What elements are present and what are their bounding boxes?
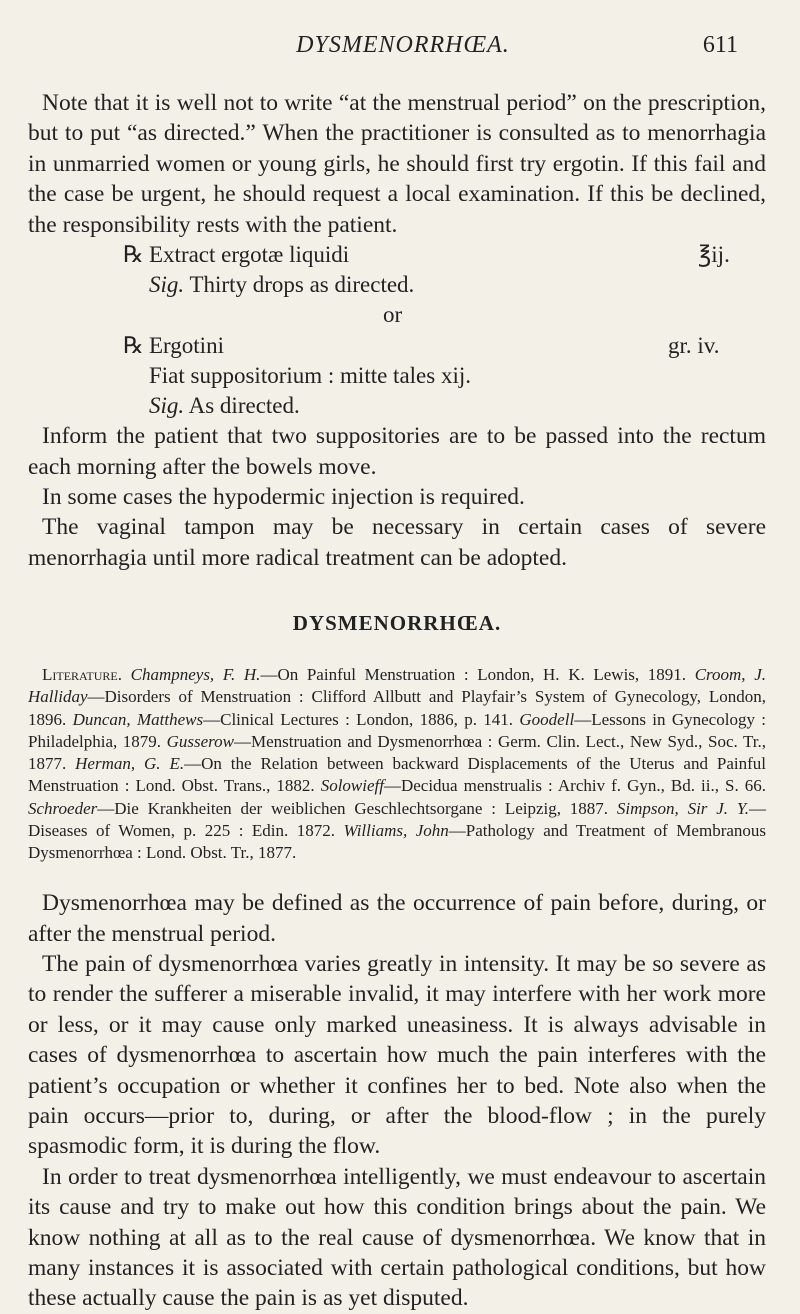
rx2-sig [123, 391, 766, 421]
section-heading: DYSMENORRHŒA. [292, 611, 502, 636]
rx1-sig [123, 270, 766, 300]
paragraph-inform: Inform the patient that two suppositories are to be passed into the rectum each morning after the bowels move. [28, 423, 766, 480]
literature-entry-5: Herman, G. E.—On the Relation between backward Displacements of the Uterus and Painful Menstruation : Lond. Obst. Trans., 1882. [28, 754, 766, 796]
literature-entry-1: Croom, J. Halliday—Disorders of Menstruation : Clifford Allbutt and Playfair’s System of Gynecology, London, 1896. [28, 665, 766, 729]
rx1-sig-text: Thirty drops as directed. [189, 272, 415, 298]
paragraph-defined: Dysmenorrhœa may be defined as the occurrence of pain before, during, or after the menstrual period. [28, 890, 766, 947]
page-number: 611 [702, 32, 738, 58]
paragraph-hypodermic: In some cases the hypodermic injection is required. [42, 484, 525, 511]
literature-label: Literature. [42, 665, 122, 685]
rx1-sig-label: Sig. [149, 272, 185, 298]
literature-entry-0: Champneys, F. H.—On Painful Menstruation : London, H. K. Lewis, 1891. [130, 665, 687, 685]
rx-symbol: ℞ [123, 332, 144, 358]
running-title: DYSMENORRHŒA. [296, 32, 510, 58]
literature-entry-4: Gusserow—Menstruation and Dysmenorrhœa : Germ. Clin. Lect., New Syd., Soc. Tr., 1877. [28, 731, 766, 774]
rx1-line [123, 240, 766, 270]
literature-entry-8: Simpson, Sir J. Y.—Diseases of Women, p. 225 : Edin. 1872. [28, 798, 766, 840]
prescription-block [123, 240, 766, 421]
rx2-quantity: gr. iv. [668, 332, 720, 358]
rx2-line2: Fiat suppositorium : mitte tales xij. [149, 362, 471, 388]
rx1-item: Extract ergotæ liquidi [149, 242, 350, 268]
paragraph-tampon: The vaginal tampon may be necessary in certain cases of severe menorrhagia until more radical treatment can be adopted. [28, 514, 766, 571]
paragraph-pain: The pain of dysmenorrhœa varies greatly in intensity. It may be so severe as to render the sufferer a miserable invalid, it may interfere with her work more or less, or it may cause only marked uneasiness. It is always advisable in cases of dysmenorrhœa to ascertain how much the pain interferes with the patient’s occupation or whether it confines her to bed. Note also when the pain occurs—prior to, during, or after the blood-flow ; in the purely spasmodic form, it is during the flow. [28, 950, 766, 1160]
paragraph-order: In order to treat dysmenorrhœa intelligently, we must endeavour to ascertain its cause and try to make out how this condition brings about the pain. We know nothing at all as to the real cause of dysmenorrhœa. We know that in many instances it is associated with certain pathological conditions, but how these actually cause the pain is as yet disputed. [28, 1163, 766, 1312]
rx2-sig-label: Sig. [149, 393, 185, 419]
rx-symbol: ℞ [123, 242, 144, 268]
literature-entry-9: Williams, John—Pathology and Treatment of Membranous Dysmenorrhœa : Lond. Obst. Tr., 1877. [28, 820, 767, 862]
rx2-sig-text: As directed. [188, 393, 300, 419]
running-head [0, 32, 800, 72]
literature-entry-6: Solowieff—Decidua menstrualis : Archiv f. Gyn., Bd. ii., S. 66. [320, 776, 767, 796]
paragraph-note: Note that it is well not to write “at the menstrual period” on the prescription, but to put “as directed.” When the practitioner is consulted as to menorrhagia in unmarried women or young girls, he should first try ergotin. If this fail and the case be urgent, he should request a local examination. If this be declined, the responsibility rests with the patient. [28, 90, 766, 238]
page-body [28, 88, 766, 1314]
literature-list [28, 664, 766, 864]
rx2-item: Ergotini [149, 332, 224, 358]
rx-or: or [383, 302, 403, 328]
literature-entry-3: Goodell—Lessons in Gynecology : Philadelphia, 1879. [28, 709, 767, 751]
rx2-line [123, 331, 766, 361]
literature-entry-7: Schroeder—Die Krankheiten der weiblichen Geschlechtsorgane : Leipzig, 1887. [28, 798, 609, 818]
rx1-quantity: ℥ij. [698, 242, 730, 268]
literature-entry-2: Duncan, Matthews—Clinical Lectures : London, 1886, p. 141. [72, 709, 514, 729]
